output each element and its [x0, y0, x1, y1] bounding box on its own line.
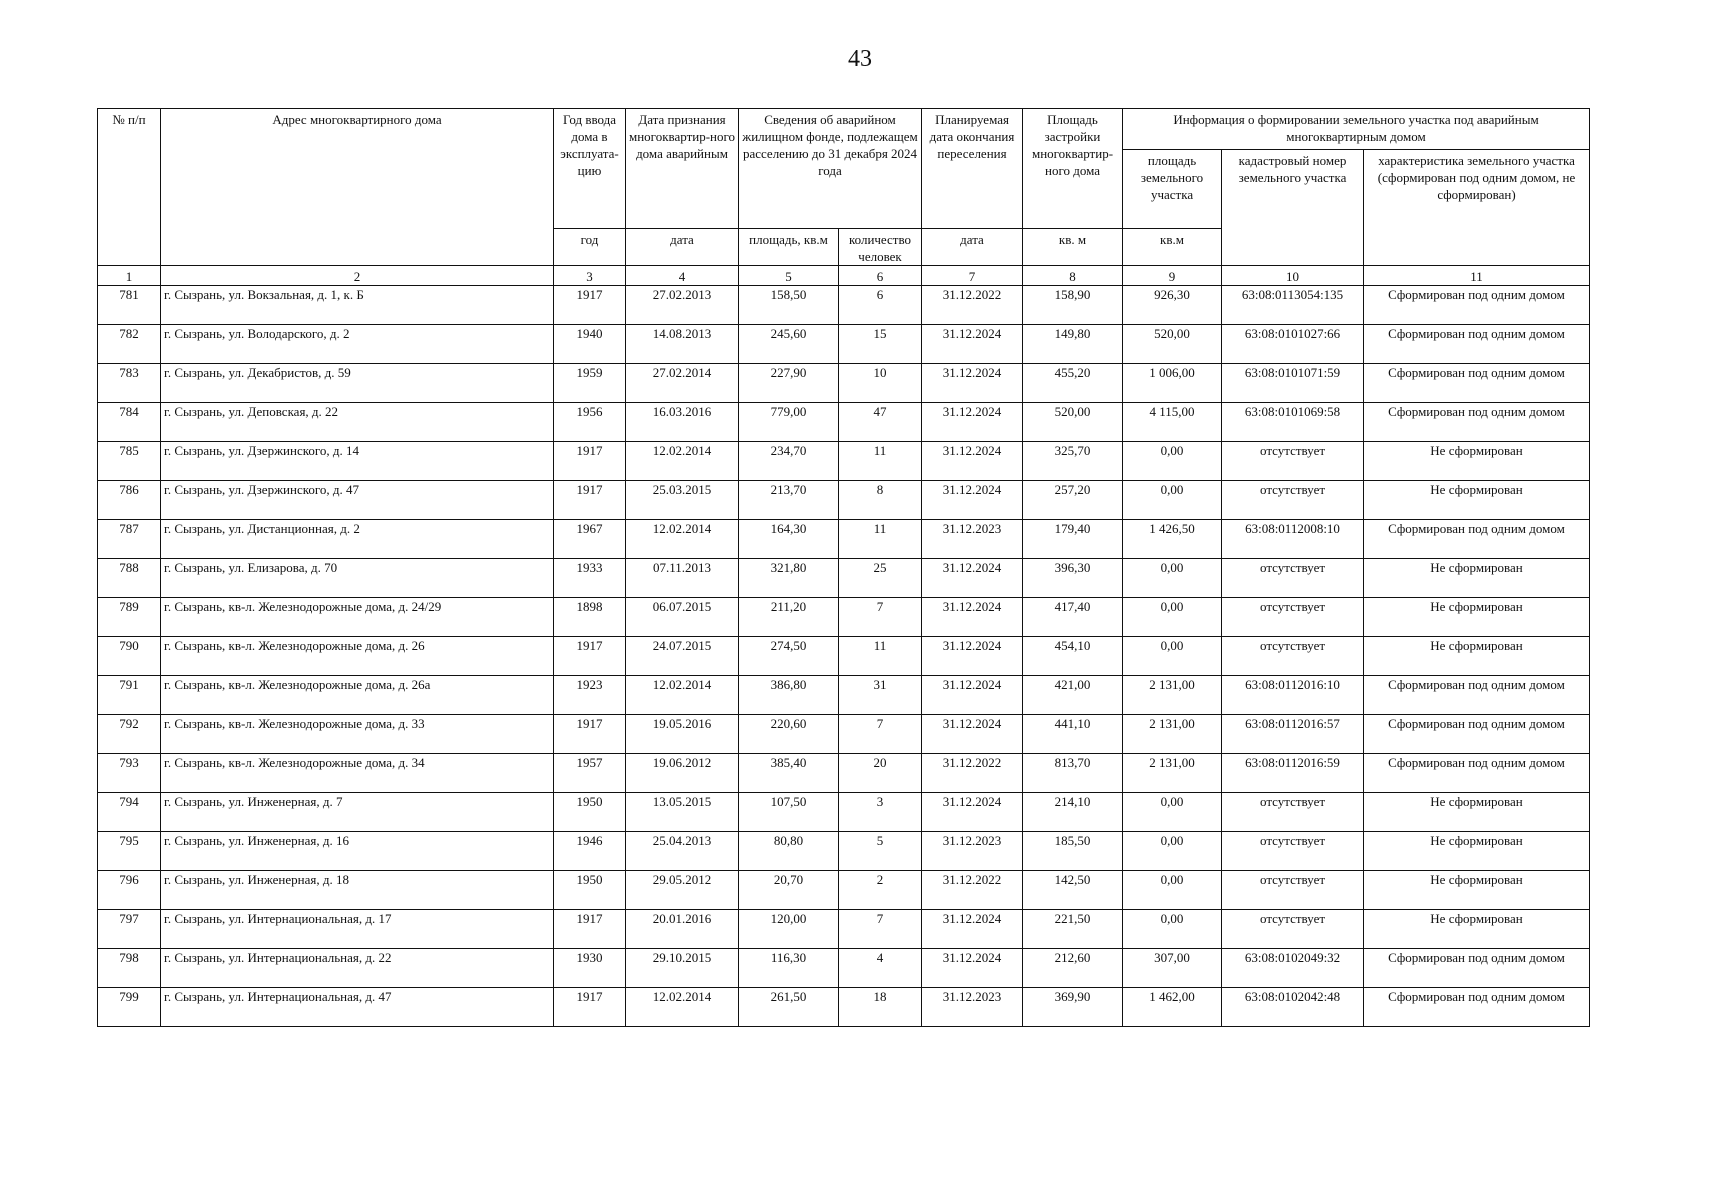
cell-year: 1898: [554, 598, 626, 637]
cell-address: г. Сызрань, ул. Инженерная, д. 18: [161, 871, 554, 910]
column-number: 8: [1023, 266, 1123, 286]
cell-land-char: Сформирован под одним домом: [1364, 520, 1590, 559]
cell-no: 788: [98, 559, 161, 598]
cell-cadastral: 63:08:0112016:10: [1222, 676, 1364, 715]
cell-planned-date: 31.12.2024: [922, 559, 1023, 598]
header-date-recognition: Дата признания многоквартир-ного дома аварийным: [626, 109, 739, 229]
cell-year: 1946: [554, 832, 626, 871]
cell-land-char: Сформирован под одним домом: [1364, 676, 1590, 715]
cell-planned-date: 31.12.2022: [922, 871, 1023, 910]
cell-date-recognition: 25.04.2013: [626, 832, 739, 871]
cell-planned-date: 31.12.2024: [922, 442, 1023, 481]
cell-date-recognition: 27.02.2013: [626, 286, 739, 325]
cell-land-area: 4 115,00: [1123, 403, 1222, 442]
column-number-row: [98, 266, 1590, 286]
cell-year: 1967: [554, 520, 626, 559]
cell-address: г. Сызрань, ул. Деповская, д. 22: [161, 403, 554, 442]
cell-land-area: 0,00: [1123, 559, 1222, 598]
cell-cadastral: 63:08:0112008:10: [1222, 520, 1364, 559]
table-body: [98, 286, 1590, 1027]
cell-people: 31: [839, 676, 922, 715]
cell-date-recognition: 24.07.2015: [626, 637, 739, 676]
cell-planned-date: 31.12.2024: [922, 949, 1023, 988]
cell-building-area: 421,00: [1023, 676, 1123, 715]
cell-cadastral: 63:08:0101071:59: [1222, 364, 1364, 403]
column-number: 4: [626, 266, 739, 286]
cell-people: 8: [839, 481, 922, 520]
cell-no: 791: [98, 676, 161, 715]
cell-planned-date: 31.12.2022: [922, 286, 1023, 325]
cell-date-recognition: 12.02.2014: [626, 520, 739, 559]
cell-land-char: Не сформирован: [1364, 910, 1590, 949]
cell-cadastral: отсутствует: [1222, 832, 1364, 871]
cell-cadastral: отсутствует: [1222, 598, 1364, 637]
cell-area: 158,50: [739, 286, 839, 325]
cell-address: г. Сызрань, ул. Декабристов, д. 59: [161, 364, 554, 403]
unit-building-area: кв. м: [1023, 229, 1123, 266]
cell-no: 782: [98, 325, 161, 364]
cell-year: 1950: [554, 793, 626, 832]
cell-address: г. Сызрань, ул. Дзержинского, д. 14: [161, 442, 554, 481]
cell-people: 11: [839, 442, 922, 481]
cell-cadastral: отсутствует: [1222, 559, 1364, 598]
cell-area: 227,90: [739, 364, 839, 403]
cell-people: 18: [839, 988, 922, 1027]
table-row: [98, 988, 1590, 1027]
cell-no: 793: [98, 754, 161, 793]
cell-date-recognition: 13.05.2015: [626, 793, 739, 832]
cell-area: 211,20: [739, 598, 839, 637]
cell-land-area: 2 131,00: [1123, 715, 1222, 754]
cell-year: 1956: [554, 403, 626, 442]
cell-people: 4: [839, 949, 922, 988]
column-number: 11: [1364, 266, 1590, 286]
cell-land-char: Сформирован под одним домом: [1364, 988, 1590, 1027]
cell-building-area: 185,50: [1023, 832, 1123, 871]
cell-land-area: 1 462,00: [1123, 988, 1222, 1027]
cell-building-area: 221,50: [1023, 910, 1123, 949]
cell-people: 7: [839, 598, 922, 637]
cell-area: 261,50: [739, 988, 839, 1027]
cell-year: 1917: [554, 910, 626, 949]
cell-date-recognition: 16.03.2016: [626, 403, 739, 442]
unit-planned-date: дата: [922, 229, 1023, 266]
cell-cadastral: 63:08:0112016:57: [1222, 715, 1364, 754]
cell-address: г. Сызрань, ул. Вокзальная, д. 1, к. Б: [161, 286, 554, 325]
table-row: [98, 403, 1590, 442]
cell-date-recognition: 14.08.2013: [626, 325, 739, 364]
cell-land-area: 307,00: [1123, 949, 1222, 988]
cell-cadastral: 63:08:0101069:58: [1222, 403, 1364, 442]
cell-area: 274,50: [739, 637, 839, 676]
cell-cadastral: отсутствует: [1222, 442, 1364, 481]
cell-date-recognition: 12.02.2014: [626, 676, 739, 715]
cell-cadastral: 63:08:0113054:135: [1222, 286, 1364, 325]
table-row: [98, 754, 1590, 793]
column-number: 5: [739, 266, 839, 286]
cell-date-recognition: 12.02.2014: [626, 442, 739, 481]
cell-planned-date: 31.12.2024: [922, 325, 1023, 364]
cell-year: 1917: [554, 715, 626, 754]
cell-date-recognition: 19.05.2016: [626, 715, 739, 754]
column-number: 7: [922, 266, 1023, 286]
cell-area: 779,00: [739, 403, 839, 442]
cell-cadastral: 63:08:0101027:66: [1222, 325, 1364, 364]
header-planned-date: Планируемая дата окончания переселения: [922, 109, 1023, 229]
cell-date-recognition: 07.11.2013: [626, 559, 739, 598]
cell-land-char: Не сформирован: [1364, 481, 1590, 520]
cell-area: 385,40: [739, 754, 839, 793]
cell-planned-date: 31.12.2024: [922, 910, 1023, 949]
cell-land-char: Сформирован под одним домом: [1364, 949, 1590, 988]
cell-land-char: Сформирован под одним домом: [1364, 325, 1590, 364]
cell-address: г. Сызрань, кв-л. Железнодорожные дома, д. 34: [161, 754, 554, 793]
cell-people: 7: [839, 715, 922, 754]
cell-land-area: 0,00: [1123, 637, 1222, 676]
cell-building-area: 214,10: [1023, 793, 1123, 832]
table-row: [98, 325, 1590, 364]
cell-date-recognition: 29.10.2015: [626, 949, 739, 988]
cell-address: г. Сызрань, ул. Инженерная, д. 16: [161, 832, 554, 871]
cell-area: 120,00: [739, 910, 839, 949]
cell-people: 2: [839, 871, 922, 910]
cell-land-char: Не сформирован: [1364, 559, 1590, 598]
cell-date-recognition: 12.02.2014: [626, 988, 739, 1027]
cell-date-recognition: 27.02.2014: [626, 364, 739, 403]
cell-year: 1930: [554, 949, 626, 988]
cell-land-char: Сформирован под одним домом: [1364, 754, 1590, 793]
cell-year: 1917: [554, 988, 626, 1027]
cell-no: 783: [98, 364, 161, 403]
cell-no: 790: [98, 637, 161, 676]
cell-year: 1940: [554, 325, 626, 364]
cell-building-area: 158,90: [1023, 286, 1123, 325]
cell-land-char: Сформирован под одним домом: [1364, 715, 1590, 754]
column-number: 3: [554, 266, 626, 286]
cell-year: 1917: [554, 481, 626, 520]
cell-address: г. Сызрань, ул. Интернациональная, д. 47: [161, 988, 554, 1027]
table-row: [98, 832, 1590, 871]
header-no: № п/п: [98, 109, 161, 266]
cell-people: 10: [839, 364, 922, 403]
cell-year: 1959: [554, 364, 626, 403]
cell-year: 1917: [554, 442, 626, 481]
cell-cadastral: 63:08:0102049:32: [1222, 949, 1364, 988]
cell-no: 797: [98, 910, 161, 949]
cell-address: г. Сызрань, кв-л. Железнодорожные дома, д. 24/29: [161, 598, 554, 637]
cell-area: 20,70: [739, 871, 839, 910]
cell-people: 5: [839, 832, 922, 871]
table-row: [98, 949, 1590, 988]
cell-land-area: 2 131,00: [1123, 676, 1222, 715]
cell-year: 1923: [554, 676, 626, 715]
cell-no: 799: [98, 988, 161, 1027]
table-row: [98, 520, 1590, 559]
cell-people: 20: [839, 754, 922, 793]
cell-cadastral: отсутствует: [1222, 910, 1364, 949]
cell-land-area: 520,00: [1123, 325, 1222, 364]
cell-address: г. Сызрань, ул. Инженерная, д. 7: [161, 793, 554, 832]
column-number: 2: [161, 266, 554, 286]
cell-building-area: 396,30: [1023, 559, 1123, 598]
table-row: [98, 871, 1590, 910]
table-row: [98, 715, 1590, 754]
cell-building-area: 455,20: [1023, 364, 1123, 403]
cell-people: 47: [839, 403, 922, 442]
cell-date-recognition: 19.06.2012: [626, 754, 739, 793]
cell-people: 25: [839, 559, 922, 598]
cell-address: г. Сызрань, ул. Интернациональная, д. 17: [161, 910, 554, 949]
cell-land-area: 0,00: [1123, 871, 1222, 910]
cell-planned-date: 31.12.2024: [922, 403, 1023, 442]
cell-area: 213,70: [739, 481, 839, 520]
cell-date-recognition: 29.05.2012: [626, 871, 739, 910]
cell-no: 785: [98, 442, 161, 481]
cell-area: 234,70: [739, 442, 839, 481]
cell-date-recognition: 20.01.2016: [626, 910, 739, 949]
cell-address: г. Сызрань, ул. Володарского, д. 2: [161, 325, 554, 364]
cell-area: 164,30: [739, 520, 839, 559]
cell-planned-date: 31.12.2024: [922, 715, 1023, 754]
table-row: [98, 481, 1590, 520]
cell-cadastral: отсутствует: [1222, 871, 1364, 910]
cell-no: 784: [98, 403, 161, 442]
cell-no: 794: [98, 793, 161, 832]
unit-year: год: [554, 229, 626, 266]
header-land-info: Информация о формировании земельного участка под аварийным многоквартирным домом: [1123, 109, 1590, 150]
cell-land-char: Не сформирован: [1364, 793, 1590, 832]
cell-planned-date: 31.12.2024: [922, 676, 1023, 715]
cell-address: г. Сызрань, кв-л. Железнодорожные дома, д. 33: [161, 715, 554, 754]
cell-planned-date: 31.12.2023: [922, 832, 1023, 871]
cell-planned-date: 31.12.2024: [922, 598, 1023, 637]
cell-year: 1933: [554, 559, 626, 598]
header-building-area: Площадь застройки многоквартир-ного дома: [1023, 109, 1123, 229]
cell-year: 1957: [554, 754, 626, 793]
unit-area: площадь, кв.м: [739, 229, 839, 266]
cell-building-area: 813,70: [1023, 754, 1123, 793]
cell-planned-date: 31.12.2024: [922, 481, 1023, 520]
cell-year: 1917: [554, 286, 626, 325]
cell-planned-date: 31.12.2023: [922, 988, 1023, 1027]
cell-land-char: Сформирован под одним домом: [1364, 403, 1590, 442]
cell-people: 6: [839, 286, 922, 325]
cell-land-area: 0,00: [1123, 832, 1222, 871]
cell-no: 781: [98, 286, 161, 325]
unit-land-area: кв.м: [1123, 229, 1222, 266]
cell-building-area: 179,40: [1023, 520, 1123, 559]
cell-date-recognition: 06.07.2015: [626, 598, 739, 637]
cell-land-char: Сформирован под одним домом: [1364, 364, 1590, 403]
cell-planned-date: 31.12.2024: [922, 793, 1023, 832]
cell-area: 245,60: [739, 325, 839, 364]
header-address: Адрес многоквартирного дома: [161, 109, 554, 266]
table-header: [98, 109, 1590, 286]
cell-people: 11: [839, 520, 922, 559]
cell-building-area: 520,00: [1023, 403, 1123, 442]
unit-people: количество человек: [839, 229, 922, 266]
cell-land-area: 2 131,00: [1123, 754, 1222, 793]
cell-no: 787: [98, 520, 161, 559]
table-row: [98, 559, 1590, 598]
cell-land-char: Не сформирован: [1364, 637, 1590, 676]
cell-land-char: Не сформирован: [1364, 598, 1590, 637]
cell-building-area: 369,90: [1023, 988, 1123, 1027]
cell-people: 11: [839, 637, 922, 676]
header-year: Год ввода дома в эксплуата-цию: [554, 109, 626, 229]
cell-land-area: 0,00: [1123, 481, 1222, 520]
cell-land-char: Не сформирован: [1364, 832, 1590, 871]
header-fund-info: Сведения об аварийном жилищном фонде, подлежащем расселению до 31 декабря 2024 года: [739, 109, 922, 229]
cell-planned-date: 31.12.2024: [922, 364, 1023, 403]
cell-land-area: 1 006,00: [1123, 364, 1222, 403]
cell-area: 80,80: [739, 832, 839, 871]
cell-area: 107,50: [739, 793, 839, 832]
cell-land-char: Не сформирован: [1364, 442, 1590, 481]
table-row: [98, 910, 1590, 949]
table-row: [98, 793, 1590, 832]
table-row: [98, 364, 1590, 403]
cell-land-char: Не сформирован: [1364, 871, 1590, 910]
header-cadastral: кадастровый номер земельного участка: [1222, 150, 1364, 266]
cell-building-area: 441,10: [1023, 715, 1123, 754]
cell-building-area: 149,80: [1023, 325, 1123, 364]
cell-address: г. Сызрань, ул. Дзержинского, д. 47: [161, 481, 554, 520]
cell-cadastral: 63:08:0102042:48: [1222, 988, 1364, 1027]
table-row: [98, 637, 1590, 676]
cell-cadastral: отсутствует: [1222, 637, 1364, 676]
cell-cadastral: отсутствует: [1222, 793, 1364, 832]
cell-area: 386,80: [739, 676, 839, 715]
cell-no: 792: [98, 715, 161, 754]
cell-cadastral: отсутствует: [1222, 481, 1364, 520]
cell-address: г. Сызрань, кв-л. Железнодорожные дома, д. 26а: [161, 676, 554, 715]
cell-year: 1917: [554, 637, 626, 676]
page-number: 43: [848, 46, 872, 72]
cell-land-area: 0,00: [1123, 793, 1222, 832]
cell-land-area: 0,00: [1123, 910, 1222, 949]
cell-people: 15: [839, 325, 922, 364]
cell-address: г. Сызрань, ул. Дистанционная, д. 2: [161, 520, 554, 559]
cell-planned-date: 31.12.2023: [922, 520, 1023, 559]
unit-date-recognition: дата: [626, 229, 739, 266]
cell-no: 789: [98, 598, 161, 637]
cell-date-recognition: 25.03.2015: [626, 481, 739, 520]
cell-land-area: 926,30: [1123, 286, 1222, 325]
cell-building-area: 257,20: [1023, 481, 1123, 520]
cell-cadastral: 63:08:0112016:59: [1222, 754, 1364, 793]
cell-land-area: 0,00: [1123, 442, 1222, 481]
column-number: 9: [1123, 266, 1222, 286]
cell-area: 220,60: [739, 715, 839, 754]
cell-address: г. Сызрань, кв-л. Железнодорожные дома, д. 26: [161, 637, 554, 676]
table-row: [98, 286, 1590, 325]
cell-land-area: 0,00: [1123, 598, 1222, 637]
cell-building-area: 142,50: [1023, 871, 1123, 910]
cell-address: г. Сызрань, ул. Интернациональная, д. 22: [161, 949, 554, 988]
header-land-char: характеристика земельного участка (сформирован под одним домом, не сформирован): [1364, 150, 1590, 266]
cell-no: 798: [98, 949, 161, 988]
cell-building-area: 212,60: [1023, 949, 1123, 988]
cell-year: 1950: [554, 871, 626, 910]
cell-no: 786: [98, 481, 161, 520]
cell-planned-date: 31.12.2024: [922, 637, 1023, 676]
cell-building-area: 454,10: [1023, 637, 1123, 676]
cell-people: 3: [839, 793, 922, 832]
header-land-area: площадь земельного участка: [1123, 150, 1222, 229]
table-row: [98, 598, 1590, 637]
column-number: 1: [98, 266, 161, 286]
cell-no: 795: [98, 832, 161, 871]
cell-building-area: 325,70: [1023, 442, 1123, 481]
cell-people: 7: [839, 910, 922, 949]
column-number: 6: [839, 266, 922, 286]
cell-planned-date: 31.12.2022: [922, 754, 1023, 793]
cell-building-area: 417,40: [1023, 598, 1123, 637]
table-row: [98, 442, 1590, 481]
cell-no: 796: [98, 871, 161, 910]
emergency-housing-table: [97, 108, 1590, 1027]
cell-area: 321,80: [739, 559, 839, 598]
table-row: [98, 676, 1590, 715]
cell-area: 116,30: [739, 949, 839, 988]
cell-land-area: 1 426,50: [1123, 520, 1222, 559]
cell-land-char: Сформирован под одним домом: [1364, 286, 1590, 325]
column-number: 10: [1222, 266, 1364, 286]
cell-address: г. Сызрань, ул. Елизарова, д. 70: [161, 559, 554, 598]
